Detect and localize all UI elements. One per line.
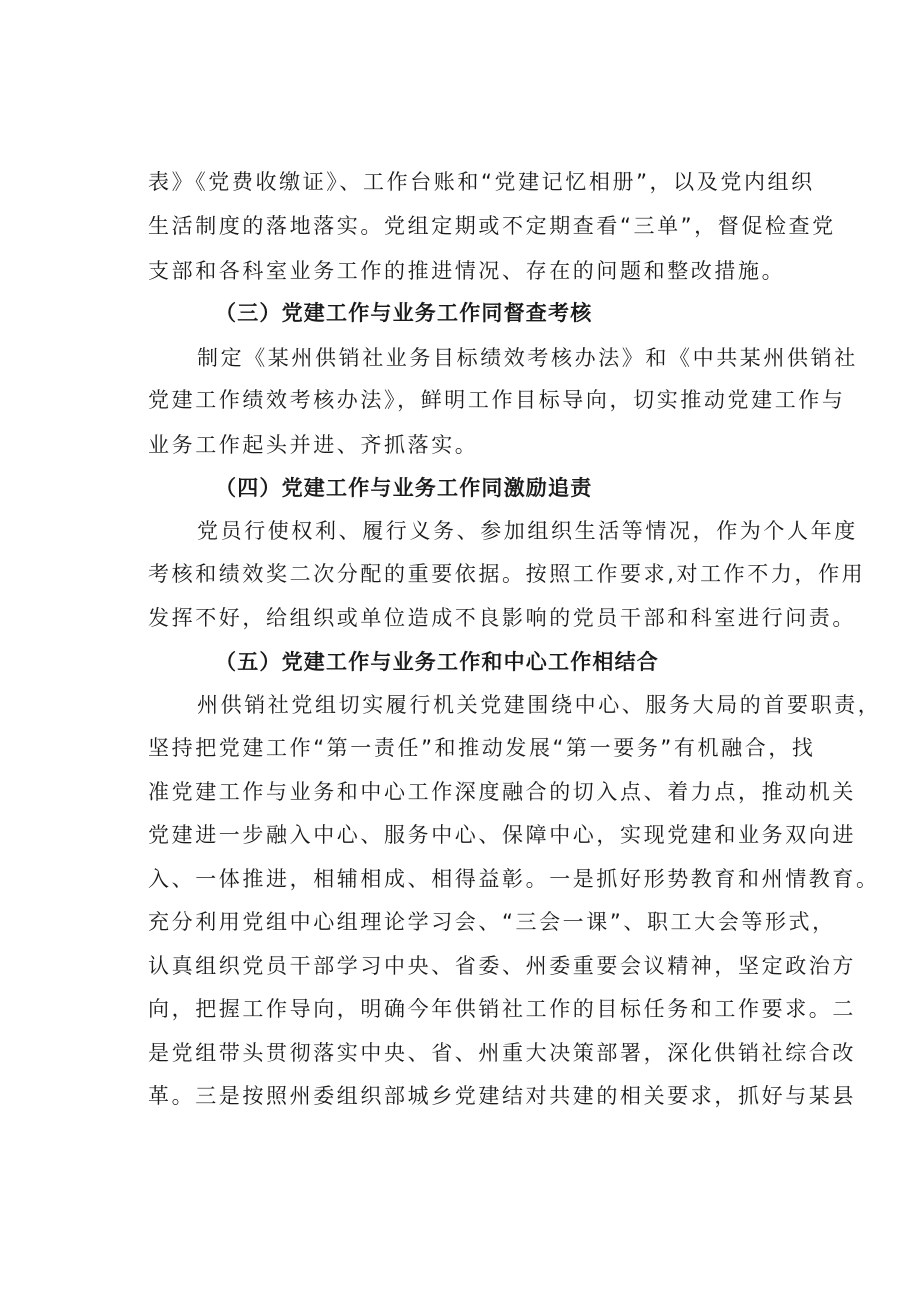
body-text-line: 支部和各科室业务工作的推进情况、存在的问题和整改措施。 xyxy=(148,259,786,283)
body-text-line: 向，把握工作导向，明确今年供销社工作的目标任务和工作要求。二 xyxy=(148,997,856,1021)
body-text-line: 制定《某州供销社业务目标绩效考核办法》和《中共某州供销社 xyxy=(197,346,858,370)
body-text-line: 坚持把党建工作“第一责任”和推动发展“第一要务”有机融合，找 xyxy=(148,736,816,760)
section-heading-5: （五）党建工作与业务工作和中心工作相结合 xyxy=(215,650,659,674)
body-text-line: 发挥不好，给组织或单位造成不良影响的党员干部和科室进行问责。 xyxy=(148,606,856,630)
body-text-line: 生活制度的落地落实。党组定期或不定期查看“三单”，督促检查党 xyxy=(148,214,836,238)
body-text-line: 认真组织党员干部学习中央、省委、州委重要会议精神，坚定政治方 xyxy=(148,954,856,978)
body-text-line: 党建进一步融入中心、服务中心、保障中心，实现党建和业务双向进 xyxy=(148,823,856,847)
body-text-line: 考核和绩效奖二次分配的重要依据。按照工作要求,对工作不力，作用 xyxy=(148,562,866,586)
body-text-line: 业务工作起头并进、齐抓落实。 xyxy=(148,433,479,457)
body-text-line: 革。三是按照州委组织部城乡党建结对共建的相关要求，抓好与某县 xyxy=(148,1084,856,1108)
body-text-line: 充分利用党组中心组理论学习会、“三会一课”、职工大会等形式， xyxy=(148,910,836,934)
body-text-line: 是党组带头贯彻落实中央、省、州重大决策部署，深化供销社综合改 xyxy=(148,1041,856,1065)
body-text-line: 党员行使权利、履行义务、参加组织生活等情况，作为个人年度 xyxy=(197,519,858,543)
body-text-line: 州供销社党组切实履行机关党建围绕中心、服务大局的首要职责， xyxy=(197,693,882,717)
body-text-line: 党建工作绩效考核办法》，鲜明工作目标导向，切实推动党建工作与 xyxy=(148,388,846,412)
body-text-line: 表》《党费收缴证》、工作台账和“党建记忆相册”，以及党内组织 xyxy=(148,170,815,194)
section-heading-3: （三）党建工作与业务工作同督查考核 xyxy=(215,301,593,325)
section-heading-4: （四）党建工作与业务工作同激励追责 xyxy=(215,476,593,500)
body-text-line: 入、一体推进，相辅相成、相得益彰。一是抓好形势教育和州情教育。 xyxy=(148,867,880,891)
body-text-line: 准党建工作与业务和中心工作深度融合的切入点、着力点，推动机关 xyxy=(148,780,856,804)
